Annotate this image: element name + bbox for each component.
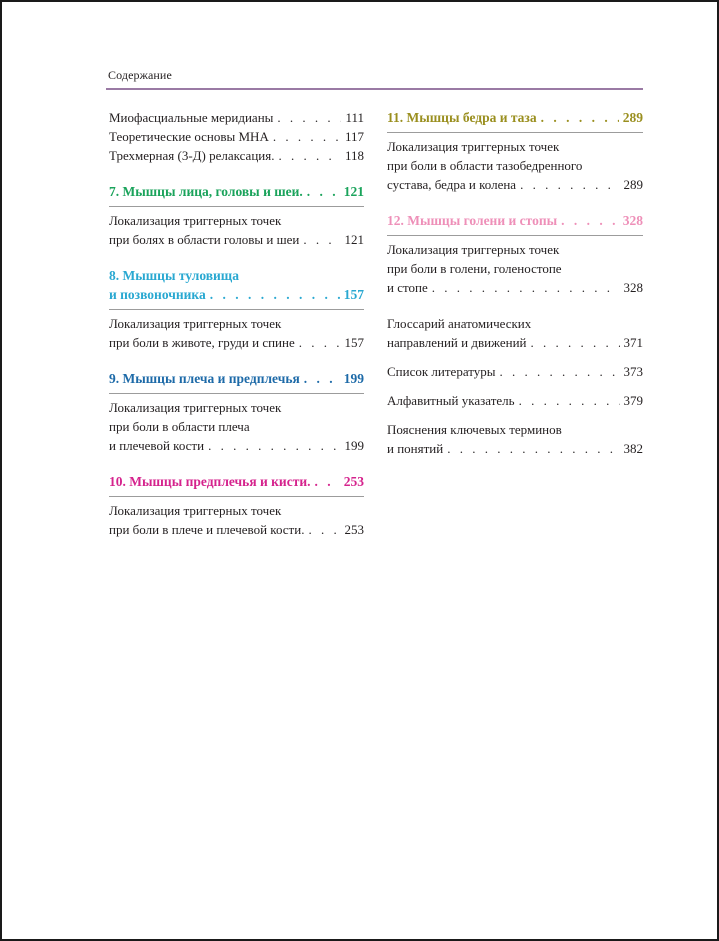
dot-leader (520, 175, 619, 194)
toc-entry-glossary (387, 314, 643, 352)
subentry-text: Локализация триггерных точек (109, 316, 282, 331)
subentry-page: 157 (344, 335, 364, 350)
toc-entry-line (387, 314, 643, 333)
chapter-divider (109, 393, 364, 394)
chapter-title: 10. Мышцы предплечья и кисти. (109, 474, 311, 489)
subentry-line (109, 398, 364, 417)
chapter-page: 328 (622, 213, 643, 228)
toc-entry-title: Трехмерная (3-Д) релаксация. (109, 148, 275, 163)
dot-leader (299, 333, 341, 352)
toc-entry-title: Глоссарий анатомических (387, 316, 532, 331)
dot-leader (273, 127, 341, 146)
chapter-divider (109, 496, 364, 497)
toc-entry[interactable] (109, 146, 364, 165)
chapter-page: 157 (343, 287, 364, 302)
subentry-page: 253 (344, 522, 364, 537)
subentry-text: Локализация триггерных точек (109, 213, 282, 228)
subentry-line (109, 417, 364, 436)
toc-entry-page: 382 (623, 441, 643, 456)
subentry-page: 121 (344, 232, 364, 247)
subentry-text: Локализация триггерных точек (387, 139, 560, 154)
toc-entry-title: Миофасциальные меридианы (109, 110, 274, 125)
subentry-line (387, 137, 643, 156)
toc-entry-title: направлений и движений (387, 335, 527, 350)
chapter-title: 7. Мышцы лица, головы и шеи. (109, 184, 303, 199)
chapter-11-heading[interactable] (387, 108, 643, 127)
dot-leader (541, 108, 619, 127)
chapter-9-heading[interactable] (109, 369, 364, 388)
toc-entry-terms (387, 420, 643, 458)
toc-entry-page: 118 (344, 148, 364, 163)
subentry-line (387, 240, 643, 259)
subentry-text: и стопе (387, 280, 428, 295)
chapter-7 (109, 182, 364, 249)
dot-leader (447, 439, 619, 458)
toc-entry-line (387, 420, 643, 439)
chapter-page: 289 (622, 110, 643, 125)
dot-leader (278, 146, 341, 165)
toc-entry-page: 371 (623, 335, 643, 350)
subentry-page: 289 (623, 177, 643, 192)
dot-leader (210, 285, 340, 304)
chapter-page: 199 (343, 371, 364, 386)
subentry-line[interactable] (109, 333, 364, 352)
toc-entry-line[interactable] (387, 362, 643, 381)
chapter-7-heading[interactable] (109, 182, 364, 201)
chapter-divider (387, 132, 643, 133)
dot-leader (304, 369, 340, 388)
toc-intro-group (109, 108, 364, 165)
chapter-8-heading-line2[interactable] (109, 285, 364, 304)
chapter-10-heading[interactable] (109, 472, 364, 491)
toc-entry-title: Теоретические основы МНА (109, 129, 269, 144)
subentry-text: и плечевой кости (109, 438, 205, 453)
dot-leader (519, 391, 620, 410)
subentry-page: 328 (623, 280, 643, 295)
chapter-divider (109, 206, 364, 207)
subentry-text: при боли в плече и плечевой кости. (109, 522, 305, 537)
toc-entry-line[interactable] (387, 391, 643, 410)
toc-entry-page: 373 (623, 364, 643, 379)
subentry-text: при болях в области головы и шеи (109, 232, 300, 247)
dot-leader (561, 211, 619, 230)
chapter-title: 12. Мышцы голени и стопы (387, 213, 558, 228)
subentry-line[interactable] (387, 278, 643, 297)
subentry-line (109, 314, 364, 333)
toc-entry-line[interactable] (387, 333, 643, 352)
dot-leader (277, 108, 341, 127)
toc-entry-bibliography (387, 362, 643, 381)
toc-left-column (109, 108, 364, 547)
subentry-page: 199 (344, 438, 364, 453)
subentry-line[interactable] (387, 175, 643, 194)
chapter-8-heading-line1[interactable] (109, 266, 364, 285)
toc-entry-page: 111 (345, 110, 364, 125)
toc-entry-title: Список литературы (387, 364, 496, 379)
subentry-line (109, 211, 364, 230)
subentry-text: сустава, бедра и колена (387, 177, 517, 192)
subentry-text: Локализация триггерных точек (109, 400, 282, 415)
chapter-title: 9. Мышцы плеча и предплечья (109, 371, 300, 386)
toc-right-column (387, 108, 643, 468)
chapter-12-heading[interactable] (387, 211, 643, 230)
chapter-page: 121 (343, 184, 364, 199)
chapter-8 (109, 266, 364, 352)
subentry-line[interactable] (109, 230, 364, 249)
toc-entry[interactable] (109, 127, 364, 146)
subentry-line (387, 259, 643, 278)
dot-leader (308, 520, 340, 539)
subentry-line[interactable] (109, 436, 364, 455)
chapter-12 (387, 211, 643, 297)
subentry-text: при боли в голени, голеностопе (387, 261, 562, 276)
subentry-text: при боли в области плеча (109, 419, 250, 434)
subentry-text: Локализация триггерных точек (109, 503, 282, 518)
toc-entry-index (387, 391, 643, 410)
dot-leader (531, 333, 620, 352)
subentry-line (109, 501, 364, 520)
toc-entry-title: Алфавитный указатель (387, 393, 515, 408)
toc-entry-title: и понятий (387, 441, 444, 456)
chapter-title: 8. Мышцы туловища (109, 268, 239, 283)
chapter-11 (387, 108, 643, 194)
toc-entry-page: 379 (623, 393, 643, 408)
header-rule (106, 88, 643, 90)
dot-leader (208, 436, 340, 455)
subentry-line (387, 156, 643, 175)
chapter-title: 11. Мышцы бедра и таза (387, 110, 537, 125)
chapter-10 (109, 472, 364, 539)
chapter-divider (109, 309, 364, 310)
subentry-text: при боли в области тазобедренного (387, 158, 583, 173)
subentry-text: при боли в животе, груди и спине (109, 335, 295, 350)
dot-leader (432, 278, 620, 297)
dot-leader (307, 182, 340, 201)
dot-leader (500, 362, 620, 381)
chapter-page: 253 (343, 474, 364, 489)
chapter-9 (109, 369, 364, 455)
toc-entry-line[interactable] (387, 439, 643, 458)
toc-entry[interactable] (109, 108, 364, 127)
toc-entry-page: 117 (344, 129, 364, 144)
chapter-title: и позвоночника (109, 287, 206, 302)
subentry-text: Локализация триггерных точек (387, 242, 560, 257)
toc-entry-title: Пояснения ключевых терминов (387, 422, 562, 437)
running-head: Содержание (108, 68, 172, 82)
chapter-divider (387, 235, 643, 236)
dot-leader (303, 230, 340, 249)
subentry-line[interactable] (109, 520, 364, 539)
dot-leader (314, 472, 339, 491)
